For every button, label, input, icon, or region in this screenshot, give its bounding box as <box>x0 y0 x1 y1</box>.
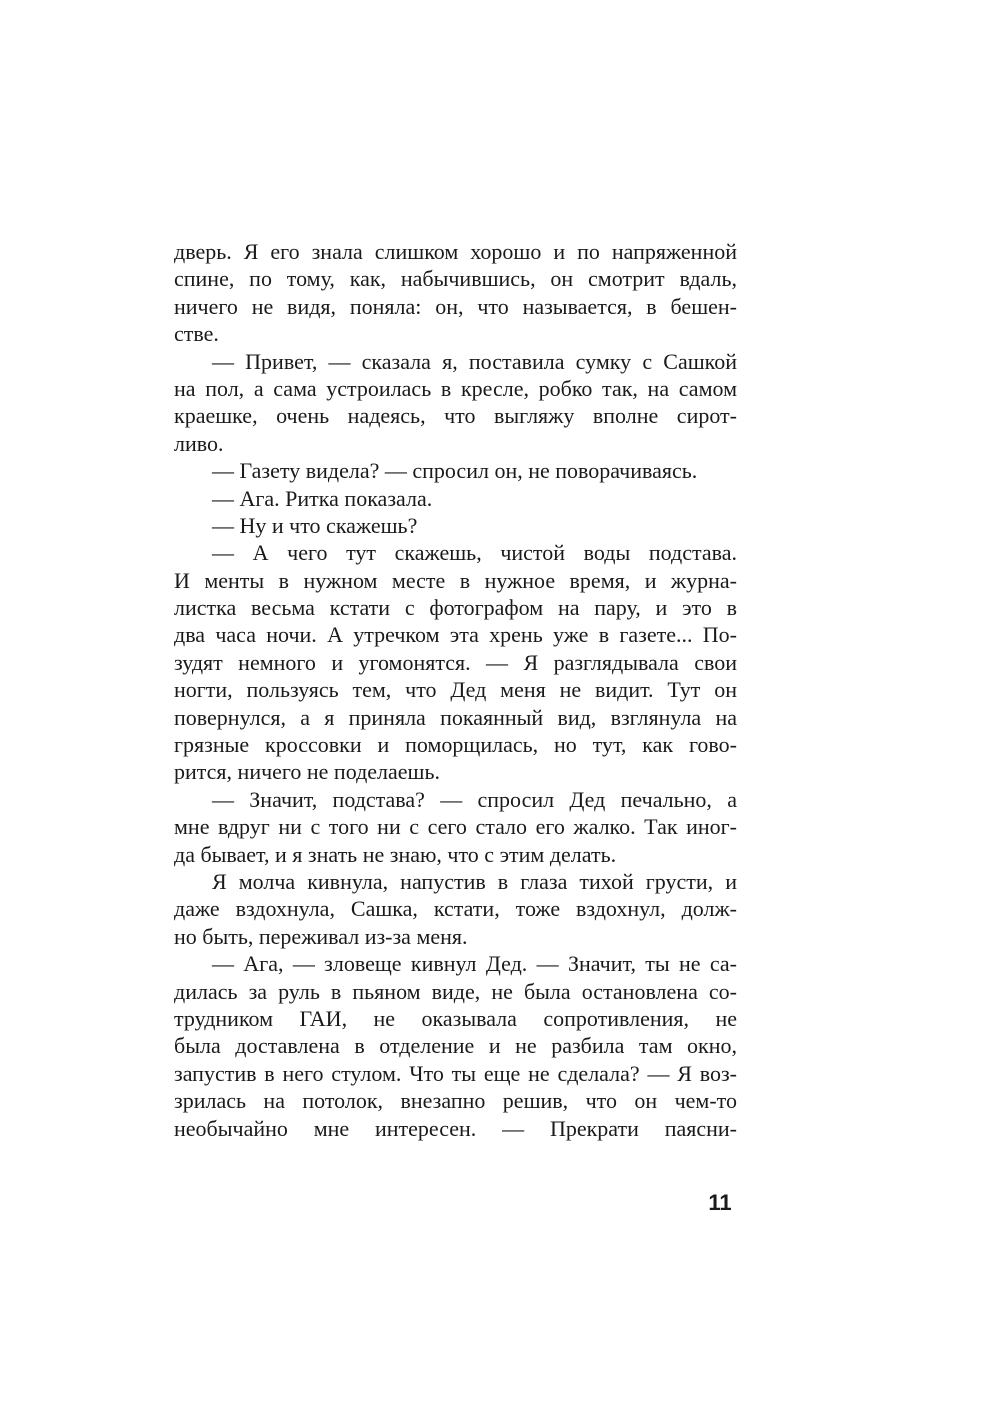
text-line: необычайно мне интересен. — Прекрати паясни- <box>174 1115 737 1141</box>
text-line: грязные кроссовки и поморщилась, но тут, как гово- <box>174 732 737 758</box>
text-line: Я молча кивнула, напустив в глаза тихой грусти, и <box>212 868 737 894</box>
text-line: повернулся, а я приняла покаянный вид, взглянула на <box>174 704 737 730</box>
text-line: два часа ночи. А утречком эта хрень уже в газете... По- <box>174 622 737 648</box>
text-line: ничего не видя, поняла: он, что называется, в бешен- <box>174 293 737 319</box>
text-line: — Газету видела? — спросил он, не поворачиваясь. <box>212 458 698 484</box>
body-text <box>174 238 737 1142</box>
text-line: да бывает, и я знать не знаю, что с этим делать. <box>174 841 617 867</box>
text-line: зудят немного и угомонятся. — Я разглядывала свои <box>174 649 737 675</box>
page-number: 11 <box>708 1190 732 1215</box>
text-line: — Значит, подстава? — спросил Дед печально, а <box>212 786 737 812</box>
text-line: стве. <box>174 321 219 347</box>
text-line: трудником ГАИ, не оказывала сопротивления, не <box>174 1005 737 1031</box>
text-line: запустив в него стулом. Что ты еще не сделала? — Я воз- <box>174 1060 737 1086</box>
text-line: рится, ничего не поделаешь. <box>174 759 441 785</box>
text-line: — Привет, — сказала я, поставила сумку с Сашкой <box>212 348 737 374</box>
text-line: зрилась на потолок, внезапно решив, что он чем-то <box>174 1088 737 1114</box>
text-line: даже вздохнула, Сашка, кстати, тоже вздохнул, долж- <box>174 896 737 922</box>
text-line: дилась за руль в пьяном виде, не была остановлена со- <box>174 978 737 1004</box>
text-line: краешке, очень надеясь, что выгляжу вполне сирот- <box>174 403 737 429</box>
text-line: — Ну и что скажешь? <box>212 512 418 538</box>
text-line: И менты в нужном месте в нужное время, и журна- <box>174 567 737 593</box>
text-line: была доставлена в отделение и не разбила там окно, <box>174 1033 737 1059</box>
text-line: ливо. <box>174 430 224 456</box>
text-line: — Ага. Ритка показала. <box>212 485 433 511</box>
text-line: но быть, переживал из-за меня. <box>174 923 468 949</box>
text-line: — А чего тут скажешь, чистой воды подстава. <box>212 540 737 566</box>
text-line: спине, по тому, как, набычившись, он смотрит вдаль, <box>174 266 737 292</box>
text-line: мне вдруг ни с того ни с сего стало его жалко. Так иног- <box>174 814 737 840</box>
text-line: — Ага, — зловеще кивнул Дед. — Значит, ты не са- <box>212 951 737 977</box>
text-line: листка весьма кстати с фотографом на пару, и это в <box>174 595 737 621</box>
text-line: ногти, пользуясь тем, что Дед меня не видит. Тут он <box>174 677 737 703</box>
text-line: дверь. Я его знала слишком хорошо и по напряженной <box>174 239 737 264</box>
text-line: на пол, а сама устроилась в кресле, робко так, на самом <box>174 375 737 401</box>
